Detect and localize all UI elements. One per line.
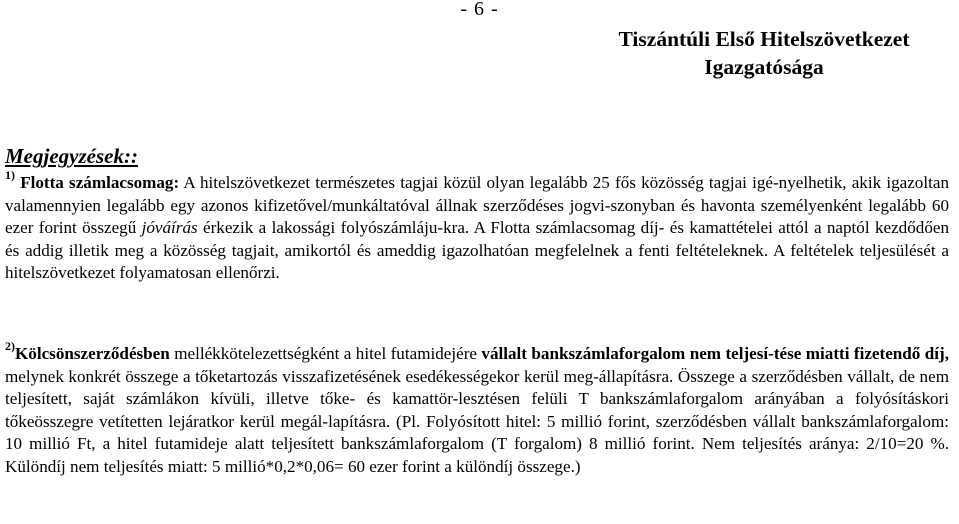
- note-2-marker: 2): [5, 339, 15, 354]
- document-header: [574, 25, 954, 81]
- note-1-term: Flotta számlacsomag:: [20, 173, 180, 192]
- note-2-term: Kölcsönszerződésben: [15, 344, 170, 363]
- note-1-paragraph: [5, 168, 950, 285]
- note-1-italic: jóváírás: [141, 218, 198, 238]
- institution-name: Tiszántúli Első Hitelszövetkezet: [618, 27, 910, 51]
- note-2-text-b: melynek konkrét összege a tőketartozás visszafizetésének esedékességekor kerül meg-állapításra. Összege a szerződésben vállalt, de nem teljesített, saját számlákon kívüli, illetve tőke- és kamattör-lesztésen felüli T bankszámlaforgalom arányában a folyósításkori tőkeösszegre vetítetten lejáratkor kerül megál-lapításra. (Pl. Folyósított hitel: 5 millió forint, szerződésben vállalt bankszámlaforgalom: 10 millió Ft, a hitel futamideje alatt teljesített bankszámlaforgalom (T forgalom) 8 millió forint. Nem teljesítés aránya: 2/10=20 %. Különdíj nem teljesítés miatt: 5 millió*0,2*0,06= 60 ezer forint a különdíj összege.): [5, 366, 949, 476]
- page-number: - 6 -: [460, 0, 499, 20]
- notes-heading: Megjegyzések::: [5, 144, 138, 168]
- note-1-marker: 1): [5, 168, 15, 183]
- note-1-text-b: érkezik a lakossági folyószámláju-kra. A Flotta számlacsomag díj- és kamattételei attól a naptól kezdődően és addig illetik meg a közösség tagjait, amikortól és ameddig igazolhatóan megfelelnek a fenti feltételeknek. A feltételek teljesülését a hitelszövetkezet folyamatosan ellenőrzi.: [5, 218, 950, 283]
- note-2-paragraph: [5, 339, 949, 479]
- note-2-bold: vállalt bankszámlaforgalom nem teljesí-tése miatti fizetendő díj,: [481, 344, 949, 363]
- department-name: Igazgatósága: [704, 55, 824, 79]
- note-1-text-a: A hitelszövetkezet természetes tagjai közül olyan legalább 25 fős közösség tagjai igé-nyelhetik, akik igazoltan valamennyien legalább egy azonos kifizetővel/munkáltatóval állnak szerződéses jogvi-szonyban és havonta személyenként legalább 60 ezer forint összegű: [5, 173, 949, 238]
- note-2-text-a: mellékkötelezettségként a hitel futamidejére: [169, 344, 482, 363]
